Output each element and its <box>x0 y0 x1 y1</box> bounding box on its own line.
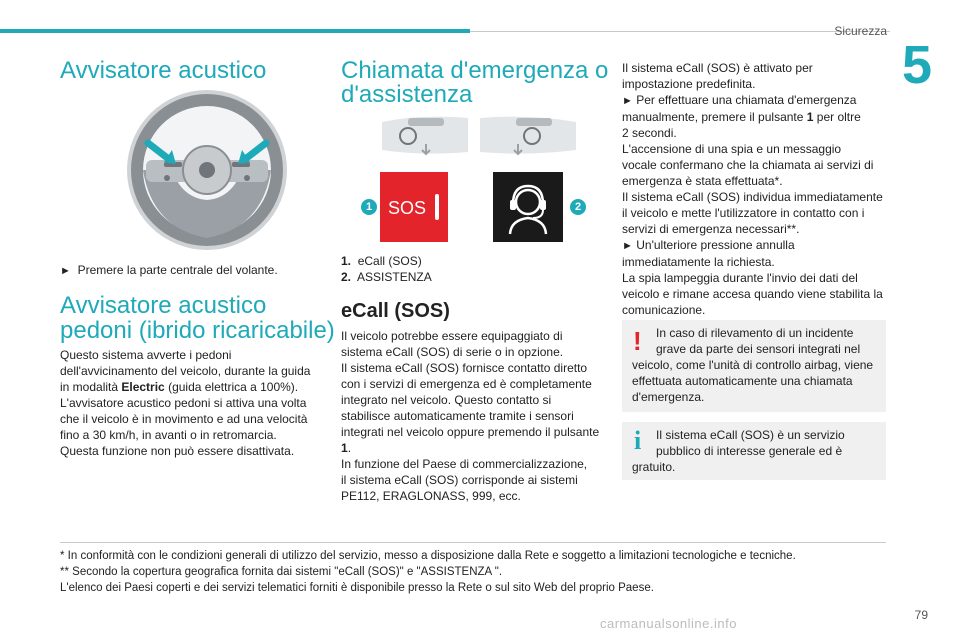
callout-1-label: 1 <box>365 201 373 213</box>
list-item: 1. eCall (SOS) <box>341 254 422 268</box>
watermark: carmanualsonline.info <box>600 616 737 631</box>
footnote-2: ** Secondo la copertura geografica fornita dai sistemi "eCall (SOS)" e "ASSISTENZA ". <box>60 566 503 578</box>
info-text-top: Il sistema eCall (SOS) è un servizio pubblico di interesse generale ed è <box>656 428 845 458</box>
footnotes <box>60 542 886 594</box>
info-text-bottom: gratuito. <box>632 460 676 474</box>
subtitle-ecall: eCall (SOS) <box>341 300 450 322</box>
triangle-bullet-icon: ► <box>622 95 633 107</box>
sos-indicator-bar <box>435 194 439 220</box>
ecall-paragraph: Il veicolo potrebbe essere equipaggiato di sistema eCall (SOS) di serie o in opzione. Il sistema eCall (SOS) fornisce contatto diretto con i servizi di emergenza ed è completamente integrato nel veicolo. Questo contatto si stabilisce automaticamente tramite i sensori integrati nel veicolo oppure premendo il pulsante 1. In funzione del Paese di commercializzazione, il sistema eCall (SOS) corrisponde ai sistemi PE112, ERAGLONASS, 999, ecc. <box>341 329 600 503</box>
warning-box <box>622 320 886 412</box>
triangle-bullet-icon: ► <box>60 265 71 277</box>
section-title: Sicurezza <box>834 24 887 38</box>
ceiling-console-illustration <box>380 112 580 160</box>
assistance-button <box>493 172 563 242</box>
title-pedestrian-horn-line2: pedoni (ibrido ricaricabile) <box>60 317 335 344</box>
list-item: 2. ASSISTENZA <box>341 270 432 284</box>
title-horn: Avvisatore acustico <box>60 57 267 84</box>
chapter-number: 5 <box>901 35 932 95</box>
warning-text-bottom: veicolo, come l'unità di controllo airbag, viene effettuata automaticamente una chiamata d'emergenza. <box>632 358 874 404</box>
sos-button <box>380 172 448 242</box>
headset-icon <box>493 172 563 242</box>
pedestrian-horn-paragraph: Questo sistema avverte i pedoni dell'avvicinamento del veicolo, durante la guida in modalità Electric (guida elettrica a 100%). L'avvisatore acustico pedoni si attiva una volta che il veicolo è in movimento e ad una velocità fino a 30 km/h, in avanti o in retromarcia. Questa funzione non può essere disattivata. <box>60 348 311 458</box>
info-icon: i <box>634 426 642 455</box>
title-emergency-call-line1: Chiamata d'emergenza o <box>341 57 609 84</box>
sos-label: SOS <box>388 198 427 218</box>
footnote-1: * In conformità con le condizioni generali di utilizzo del servizio, messo a disposizione dalla Rete e soggetto a limitazioni tecnologiche e tecniche. <box>60 550 796 562</box>
info-box <box>622 422 886 480</box>
title-emergency-call-line2: d'assistenza <box>341 81 473 108</box>
step-press-center: ► Premere la parte centrale del volante. <box>60 263 278 277</box>
header-accent-bar <box>0 29 470 33</box>
triangle-bullet-icon: ► <box>622 240 633 252</box>
warning-text-top: In caso di rilevamento di un incidente grave da parte dei sensori integrati nel <box>656 326 861 356</box>
ecall-activation-paragraph: Il sistema eCall (SOS) è attivato per impostazione predefinita. ► Per effettuare una chiamata d'emergenza manualmente, premere il pulsante 1 per oltre 2 secondi. L'accensione di una spia e un messaggio vocale confermano che la chiamata ai servizi di emergenza è stata effettuata*. Il sistema eCall (SOS) individua immediatamente il veicolo e mette l'utilizzatore in contatto con i servizi di emergenza necessari**. ► Un'ulteriore pressione annulla immediatamente la richiesta. La spia lampeggia durante l'invio dei dati del veicolo e rimane accesa quando viene stabilita la comunicazione. <box>622 61 883 317</box>
callout-2-label: 2 <box>574 201 582 213</box>
header-rule <box>470 31 890 32</box>
warning-exclamation-icon: ! <box>633 326 642 356</box>
page-number: 79 <box>914 608 928 622</box>
footnote-3: L'elenco dei Paesi coperti e dei servizi telematici forniti è disponibile presso la Rete o sul sito Web del proprio Paese. <box>60 582 654 594</box>
steering-wheel-illustration <box>112 88 302 253</box>
title-pedestrian-horn-line1: Avvisatore acustico <box>60 292 267 319</box>
